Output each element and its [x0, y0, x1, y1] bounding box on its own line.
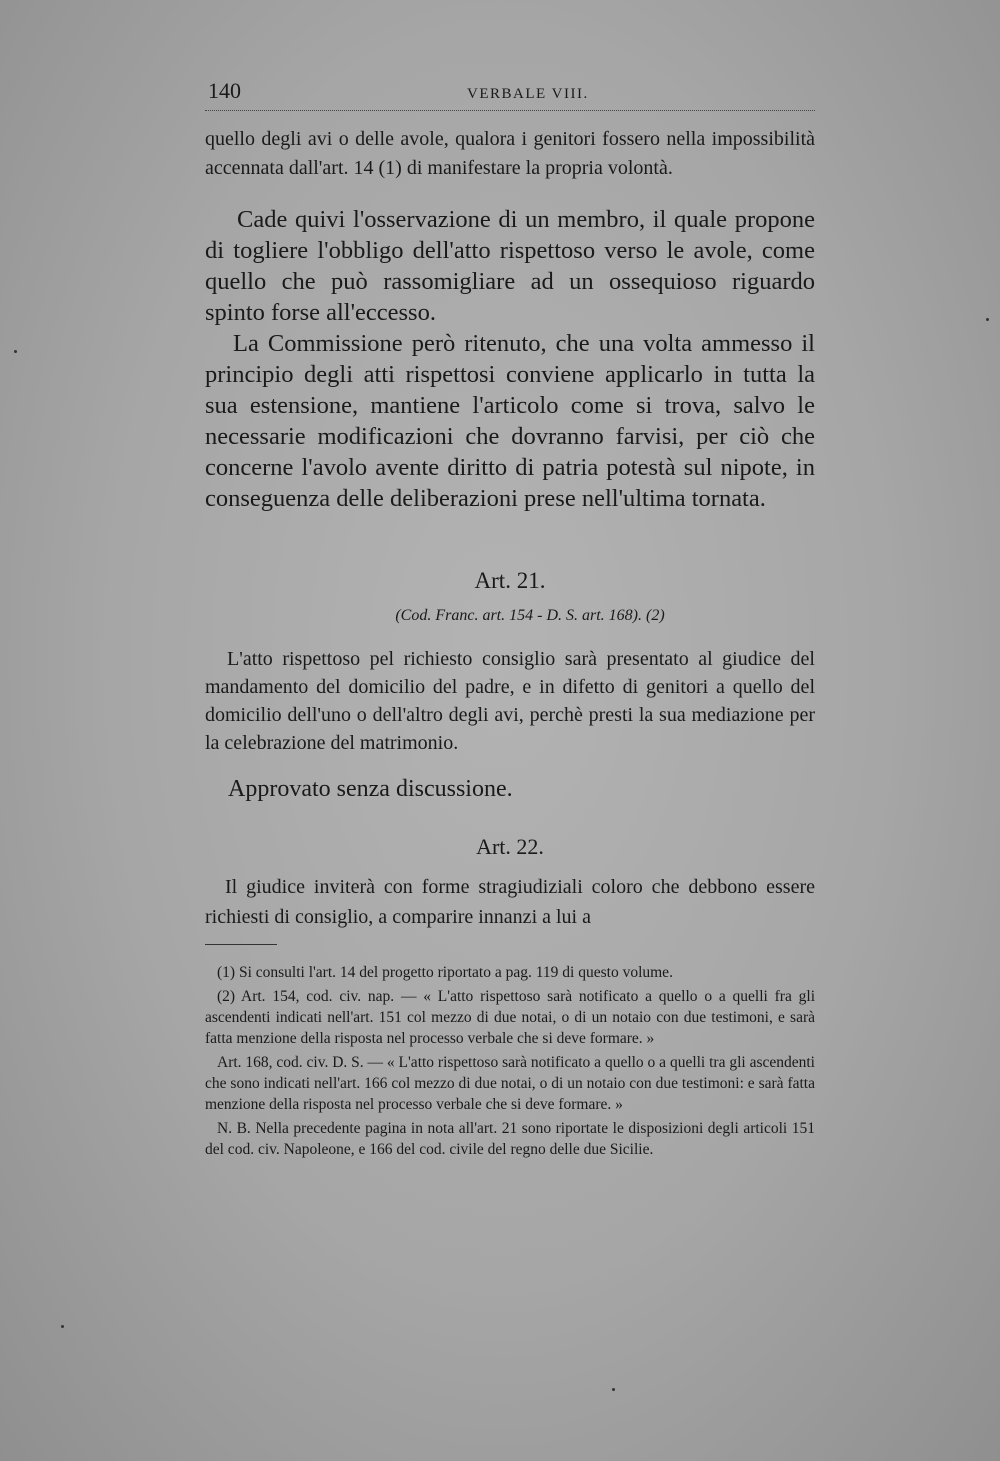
footnote-separator: [205, 944, 277, 945]
footnote-nb: N. B. Nella precedente pagina in nota all'art. 21 sono riportate le disposizioni degli articoli 151 del cod. civ. Napoleone, e 166 del cod. civile del regno delle due Sicilie.: [205, 1120, 815, 1158]
paper-speck: [612, 1388, 615, 1391]
approved-note: Approvato senza discussione.: [228, 776, 513, 802]
article-21-reference: (Cod. Franc. art. 154 - D. S. art. 168). (2): [395, 607, 665, 624]
article-22-heading: Art. 22.: [476, 834, 544, 859]
footnotes: [205, 962, 815, 1163]
running-head: VERBALE VIII.: [467, 86, 589, 102]
paragraph-observation: Cade quivi l'osservazione di un membro, il quale propone di togliere l'obbligo dell'atto rispettoso verso le avole, come quello che può rassomigliare ad un ossequioso riguardo spinto forse all'eccesso.: [205, 206, 815, 326]
paragraph-commission: La Commissione però ritenuto, che una volta ammesso il principio degli atti rispettosi conviene applicarlo in tutta la sua estensione, mantiene l'articolo come si trova, salvo le necessarie modificazioni che dovranno farvisi, per ciò che concerne l'avolo avente diritto di patria potestà sul nipote, in conseguenza delle deliberazioni prese nell'ultima tornata.: [205, 330, 815, 512]
footnote-2: (2) Art. 154, cod. civ. nap. — « L'atto rispettoso sarà notificato a quello o a quelli fra gli ascendenti indicati nell'art. 151 col mezzo di due notai, o di un notaio con due testimoni, e sarà fatta menzione della risposta nel processo verbale che si deve formare. »: [205, 988, 815, 1047]
article-21-text: L'atto rispettoso pel richiesto consiglio sarà presentato al giudice del mandamento del domicilio del padre, e in difetto di genitori a quello del domicilio dell'uno o dell'altro degli avi, perchè presti la sua mediazione per la celebrazione del matrimonio.: [205, 648, 815, 754]
paper-speck: [986, 318, 989, 321]
article-22-text: Il giudice inviterà con forme stragiudiziali coloro che debbono essere richiesti di consiglio, a comparire innanzi a lui a: [205, 876, 815, 928]
article-21-heading: Art. 21.: [474, 568, 546, 593]
paper-speck: [61, 1325, 64, 1328]
page-number: 140: [208, 78, 241, 103]
continued-paragraph: quello degli avi o delle avole, qualora i genitori fossero nella impossibilità accennata dall'art. 14 (1) di manifestare la propria volontà.: [205, 128, 815, 179]
footnote-1: (1) Si consulti l'art. 14 del progetto riportato a pag. 119 di questo volume.: [217, 964, 673, 981]
page-header: [205, 76, 815, 111]
paper-speck: [14, 350, 17, 353]
footnote-2-continued: Art. 168, cod. civ. D. S. — « L'atto rispettoso sarà notificato a quello o a quelli tra gli ascendenti che sono indicati nell'art. 166 col mezzo di due notai, o di un notaio con due testimoni: e sarà fatta menzione della risposta nel processo verbale che si deve formare. »: [205, 1054, 815, 1113]
